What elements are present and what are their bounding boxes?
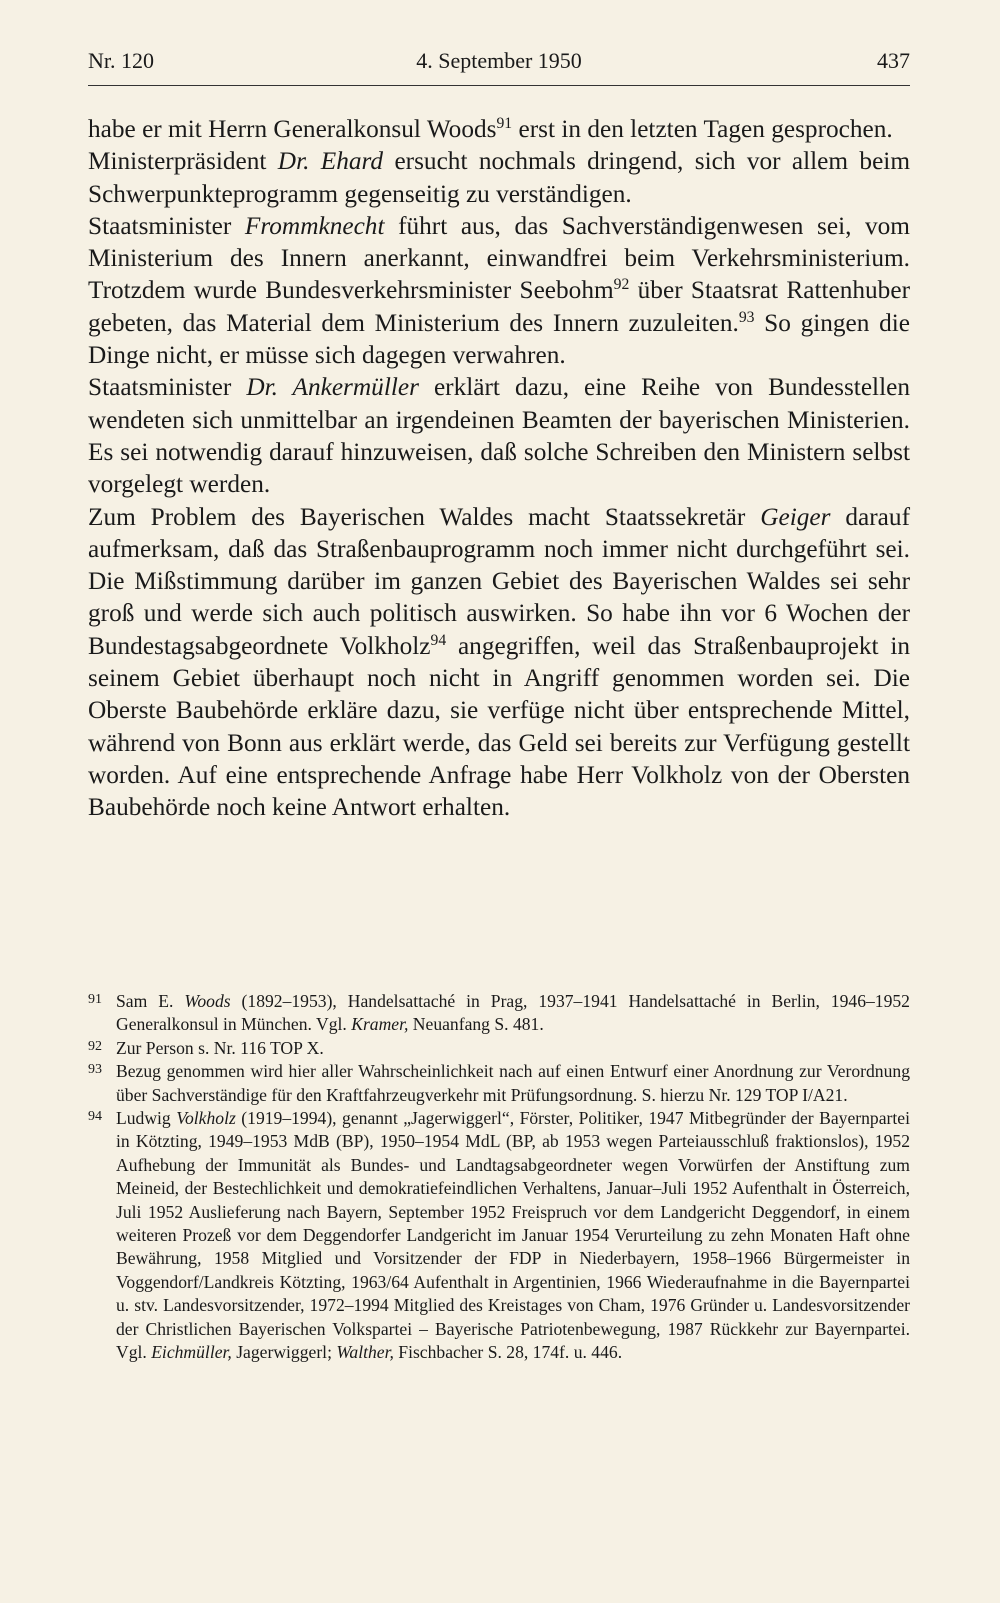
footnote-93: 93 Bezug genommen wird hier aller Wahrscheinlichkeit nach auf einen Entwurf einer Anordnung zur Verordnung über Sachverständige für den Kraftfahrzeugverkehr mit Prüfungsordnung. S. hierzu Nr. 129 TOP I/A21. bbox=[88, 1061, 910, 1105]
footnote-91: 91 Sam E. Woods (1892–1953), Handelsattaché in Prag, 1937–1941 Handelsattaché in Berlin, 1946–1952 Generalkonsul in München. Vgl. Kramer, Neuanfang S. 481. bbox=[88, 991, 910, 1035]
main-text bbox=[88, 113, 910, 824]
document-number: Nr. 120 bbox=[88, 48, 154, 73]
paragraph-1: habe er mit Herrn Generalkonsul Woods$^{91}$ erst in den letzten Tagen gesprochen. bbox=[88, 114, 893, 143]
footnote-number: 94 bbox=[88, 1109, 102, 1125]
paragraph-2: Ministerpräsident Dr. Ehard ersucht nochmals dringend, sich vor allem beim Schwerpunkteprogramm gegenseitig zu verständigen. bbox=[88, 147, 910, 208]
person-name: Dr. Ankermüller bbox=[246, 373, 419, 402]
footnote-number: 93 bbox=[88, 1062, 102, 1078]
paragraph-3: Staatsminister Frommknecht führt aus, das Sachverständigenwesen sei, vom Ministerium des Innern anerkannt, einwandfrei beim Verkehrsministerium. Trotzdem wurde Bundesverkehrsminister Seebohm$^{92}$ über Staatsrat Rattenhuber gebeten, das Material dem Ministerium des Innern zuzuleiten.$^{93}$ So gingen die Dinge nicht, er müsse sich dagegen verwahren. bbox=[88, 211, 911, 370]
running-header bbox=[88, 46, 910, 82]
page-number: 437 bbox=[877, 48, 910, 73]
paragraph-4: Staatsminister Dr. Ankermüller erklärt dazu, eine Reihe von Bundesstellen wendeten sich unmittelbar an irgendeinen Beamten der bayerischen Ministerien. Es sei notwendig darauf hinzuweisen, daß solche Schreiben den Ministern selbst vorgelegt werden. bbox=[88, 373, 910, 499]
person-name: Geiger bbox=[760, 502, 831, 531]
footnote-92: 92 Zur Person s. Nr. 116 TOP X. bbox=[88, 1037, 324, 1058]
footnote-number: 91 bbox=[88, 992, 102, 1007]
footnote-ref-94[interactable]: 94 bbox=[430, 631, 447, 649]
header-rule bbox=[88, 85, 910, 86]
footnotes bbox=[88, 990, 910, 1365]
footnote-number: 92 bbox=[88, 1038, 102, 1054]
footnote-94: 94 Ludwig Volkholz (1919–1994), genannt „Jagerwiggerl“, Förster, Politiker, 1947 Mitbegründer der Bayernpartei in Kötzting, 1949–1953 MdB (BP), 1950–1954 MdL (BP, ab 1953 wegen Parteiausschluß fraktionslos), 1952 Aufhebung der Immunität als Bundes- und Landtagsabgeordneter wegen Vorwürfen der Anstiftung zum Meineid, der Bestechlichkeit und demokratiefeindlichen Verhaltens, Januar–Juli 1952 Aufenthalt in Österreich, Juli 1952 Auslieferung nach Bayern, September 1952 Freispruch vor dem Landgericht Deggendorf, in einem weiteren Prozeß vor dem Deggendorfer Landgericht im Januar 1954 Verurteilung zu zehn Monaten Haft ohne Bewährung, 1958 Mitglied und Vorsitzender der FDP in Niederbayern, 1958–1966 Bürgermeister in Voggendorf/Landkreis Kötzting, 1963/64 Aufenthalt in Argentinien, 1966 Wiederaufnahme in die Bayernpartei u. stv. Landesvorsitzender, 1972–1994 Mitglied des Kreistages von Cham, 1976 Gründer u. Landesvorsitzender der Christlichen Bayerischen Volkspartei – Bayerische Patriotenbewegung, 1987 Rückkehr zur Bayernpartei. Vgl. Eichmüller, Jagerwiggerl; Walther, Fischbacher S. 28, 174f. u. 446. bbox=[88, 1108, 910, 1363]
paragraph-5: Zum Problem des Bayerischen Waldes macht Staatssekretär Geiger darauf aufmerksam, daß das Straßenbauprogramm noch immer nicht durchgeführt sei. Die Mißstimmung darüber im ganzen Gebiet des Bayerischen Waldes sei sehr groß und werde sich auch politisch auswirken. So habe ihn vor 6 Wochen der Bundestagsabgeordnete Volkholz$^{94}$ angegriffen, weil das Straßenbauprojekt in seinem Gebiet überhaupt noch nicht in Angriff genommen worden sei. Die Oberste Baubehörde erkläre dazu, sie verfüge nicht über entsprechende Mittel, während von Bonn aus erklärt werde, das Geld sei bereits zur Verfügung gestellt worden. Auf eine entsprechende Anfrage habe Herr Volkholz von der Obersten Baubehörde noch keine Antwort erhalten. bbox=[88, 502, 910, 822]
person-name: Dr. Ehard bbox=[277, 147, 384, 176]
footnote-ref-92[interactable]: 92 bbox=[613, 276, 630, 294]
person-name: Frommknecht bbox=[244, 211, 385, 240]
footnote-ref-93[interactable]: 93 bbox=[738, 308, 755, 326]
header-date: 4. September 1950 bbox=[416, 48, 582, 73]
footnote-ref-91[interactable]: 91 bbox=[496, 114, 513, 132]
